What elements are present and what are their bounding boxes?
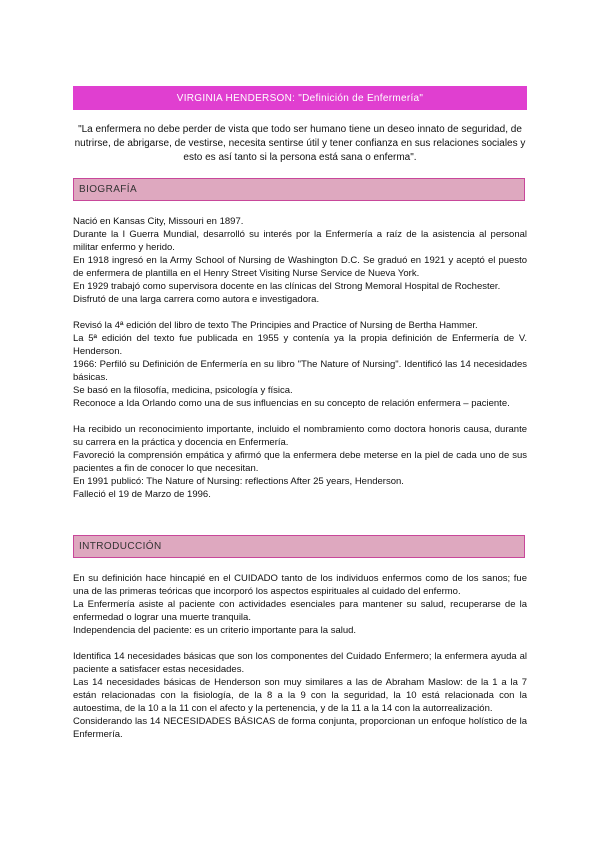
document-title (73, 86, 527, 110)
biografia-line: Falleció el 19 de Marzo de 1996. (73, 489, 211, 500)
introduccion-line: Las 14 necesidades básicas de Henderson son muy similares a las de Abraham Maslow: de la 1 a la 7 están relacionadas con la fisiología, de la 8 a la 9 con la seguridad, la 10 está relacionada con la autoestima, de la 10 a la 11 con el afecto y la pertenencia, y de la 11 a la 14 con la autorrealización. (73, 677, 527, 714)
biografia-line: 1966: Perfiló su Definición de Enfermería en su libro "The Nature of Nursing". Identificó las 14 necesidades básicas. (73, 359, 527, 383)
introduccion-line: La Enfermería asiste al paciente con actividades esenciales para mantener su salud, recuperarse de la enfermedad o lograr una muerte tranquila. (73, 599, 527, 623)
biografia-line: En 1918 ingresó en la Army School of Nursing de Washington D.C. Se graduó en 1921 y aceptó el puesto de enfermera de plantilla en el Henry Street Visiting Nurse Service de Nueva York. (73, 255, 527, 279)
biografia-line: Revisó la 4ª edición del libro de texto The Principies and Practice of Nursing de Bertha Hammer. (73, 320, 478, 331)
biografia-line: En 1991 publicó: The Nature of Nursing: reflections After 25 years, Henderson. (73, 476, 404, 487)
section-heading-introduccion-text: INTRODUCCIÓN (79, 541, 162, 552)
biografia-line: En 1929 trabajó como supervisora docente en las clínicas del Strong Memoral Hospital de Rochester. (73, 281, 501, 292)
biografia-line: Durante la I Guerra Mundial, desarrolló su interés por la Enfermería a raíz de la asistencia al personal militar enfermo y herido. (73, 229, 527, 253)
introduccion-line: Considerando las 14 NECESIDADES BÁSICAS de forma conjunta, proporcionan un enfoque holístico de la Enfermería. (73, 716, 527, 740)
section-heading-introduccion (73, 535, 525, 558)
biografia-body (73, 215, 527, 501)
biografia-line: Disfrutó de una larga carrera como autora e investigadora. (73, 294, 320, 305)
introduccion-line: En su definición hace hincapié en el CUIDADO tanto de los individuos enfermos como de los sanos; fue una de las primeras teóricas que incorporó los aspectos espirituales al cuidado del enfermo. (73, 573, 527, 597)
introduccion-line: Independencia del paciente: es un criterio importante para la salud. (73, 625, 357, 636)
biografia-line: Reconoce a Ida Orlando como una de sus influencias en su concepto de relación enfermera – paciente. (73, 398, 510, 409)
document-title-text: VIRGINIA HENDERSON: "Definición de Enfermería" (176, 92, 424, 104)
henderson-quote: "La enfermera no debe perder de vista que todo ser humano tiene un deseo innato de seguridad, de nutrirse, de abrigarse, de vestirse, necesita sentirse útil y tener confianza en sus relaciones sociales y esto es así tanto si la persona está sana o enferma". (74, 124, 526, 163)
introduccion-line: Identifica 14 necesidades básicas que son los componentes del Cuidado Enfermero; la enfermera ayuda al paciente a satisfacer estas necesidades. (73, 651, 527, 675)
biografia-line: Ha recibido un reconocimiento importante, incluido el nombramiento como doctora honoris causa, durante su carrera en la práctica y docencia en Enfermería. (73, 424, 527, 448)
biografia-line: Favoreció la comprensión empática y afirmó que la enfermera debe meterse en la piel de cada uno de sus pacientes a fin de conocer lo que necesitan. (73, 450, 527, 474)
section-heading-biografia-text: BIOGRAFÍA (79, 184, 138, 195)
section-heading-biografia (73, 178, 525, 201)
biografia-line: La 5ª edición del texto fue publicada en 1955 y contenía ya la propia definición de Enfermería de V. Henderson. (73, 333, 527, 357)
introduccion-body (73, 572, 527, 741)
biografia-line: Nació en Kansas City, Missouri en 1897. (73, 216, 244, 227)
biografia-line: Se basó en la filosofía, medicina, psicología y física. (73, 385, 293, 396)
